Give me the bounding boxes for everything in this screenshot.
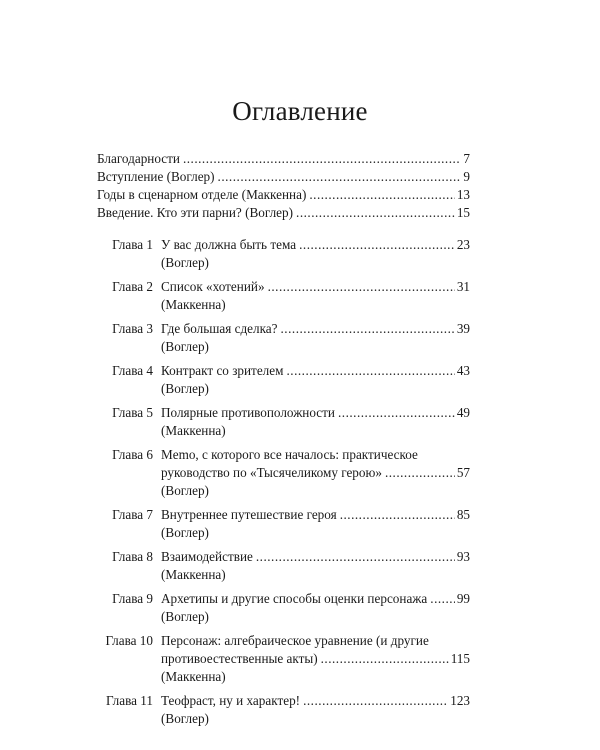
chapter-entry[interactable] bbox=[97, 446, 470, 500]
chapter-body bbox=[161, 362, 470, 398]
chapter-body bbox=[161, 590, 470, 626]
chapter-entry[interactable] bbox=[97, 632, 470, 686]
dot-leader bbox=[340, 506, 455, 524]
chapter-title-row bbox=[161, 548, 470, 566]
chapter-body bbox=[161, 632, 470, 686]
entry-title: Вступление (Воглер) bbox=[97, 169, 215, 184]
chapter-title: Архетипы и другие способы оценки персонажа bbox=[161, 591, 428, 606]
chapter-author: (Воглер) bbox=[161, 711, 209, 726]
chapter-author: (Воглер) bbox=[161, 381, 209, 396]
chapter-entry[interactable] bbox=[97, 548, 470, 584]
chapter-label: Глава 6 bbox=[112, 447, 153, 462]
chapter-author: (Маккенна) bbox=[161, 669, 226, 684]
chapter-label: Глава 8 bbox=[112, 549, 153, 564]
chapter-author: (Маккенна) bbox=[161, 297, 226, 312]
chapter-label: Глава 3 bbox=[112, 321, 153, 336]
chapter-label: Глава 10 bbox=[105, 633, 153, 648]
chapter-title-line: Memo, с которого все началось: практическое bbox=[161, 447, 418, 462]
chapter-page: 49 bbox=[456, 405, 470, 420]
chapter-page: 31 bbox=[456, 279, 470, 294]
chapter-body bbox=[161, 446, 470, 500]
dot-leader bbox=[385, 464, 455, 482]
chapter-title-row bbox=[161, 692, 470, 710]
chapter-entry[interactable] bbox=[97, 278, 470, 314]
chapter-title-row bbox=[161, 278, 470, 296]
chapter-title-row bbox=[161, 404, 470, 422]
dot-leader bbox=[309, 186, 454, 204]
chapter-author: (Воглер) bbox=[161, 525, 209, 540]
chapter-author: (Маккенна) bbox=[161, 423, 226, 438]
chapter-list bbox=[97, 236, 470, 734]
toc-entry[interactable] bbox=[97, 150, 470, 168]
dot-leader bbox=[321, 650, 449, 668]
chapter-entry[interactable] bbox=[97, 362, 470, 398]
chapter-title-row bbox=[161, 506, 470, 524]
chapter-body bbox=[161, 506, 470, 542]
chapter-body bbox=[161, 548, 470, 584]
chapter-title-row bbox=[161, 650, 470, 668]
entry-page: 13 bbox=[456, 187, 470, 202]
chapter-body bbox=[161, 236, 470, 272]
chapter-label: Глава 5 bbox=[112, 405, 153, 420]
entry-title: Введение. Кто эти парни? (Воглер) bbox=[97, 205, 294, 220]
chapter-title: Контракт со зрителем bbox=[161, 363, 284, 378]
chapter-title-line: Персонаж: алгебраическое уравнение (и другие bbox=[161, 633, 429, 648]
chapter-page: 115 bbox=[450, 651, 470, 666]
entry-page: 7 bbox=[463, 151, 470, 166]
entry-title: Годы в сценарном отделе (Маккенна) bbox=[97, 187, 307, 202]
chapter-author: (Воглер) bbox=[161, 483, 209, 498]
dot-leader bbox=[299, 236, 455, 254]
toc-entry[interactable] bbox=[97, 204, 470, 222]
chapter-title-row bbox=[161, 464, 470, 482]
chapter-title: Теофраст, ну и характер! bbox=[161, 693, 301, 708]
entry-title: Благодарности bbox=[97, 151, 180, 166]
chapter-title: Внутреннее путешествие героя bbox=[161, 507, 337, 522]
chapter-title-row bbox=[161, 320, 470, 338]
entry-page: 15 bbox=[456, 205, 470, 220]
chapter-author: (Воглер) bbox=[161, 339, 209, 354]
chapter-label: Глава 7 bbox=[112, 507, 153, 522]
chapter-title: Взаимодействие bbox=[161, 549, 253, 564]
chapter-page: 123 bbox=[450, 693, 470, 708]
dot-leader bbox=[430, 590, 455, 608]
chapter-page: 99 bbox=[456, 591, 470, 606]
chapter-author: (Воглер) bbox=[161, 255, 209, 270]
toc-entry[interactable] bbox=[97, 186, 470, 204]
chapter-entry[interactable] bbox=[97, 320, 470, 356]
dot-leader bbox=[256, 548, 455, 566]
chapter-label: Глава 11 bbox=[106, 693, 153, 708]
chapter-page: 93 bbox=[456, 549, 470, 564]
entry-page: 9 bbox=[463, 169, 470, 184]
chapter-body bbox=[161, 278, 470, 314]
chapter-title-row bbox=[161, 236, 470, 254]
chapter-page: 85 bbox=[456, 507, 470, 522]
chapter-entry[interactable] bbox=[97, 506, 470, 542]
dot-leader bbox=[183, 150, 461, 168]
chapter-body bbox=[161, 404, 470, 440]
chapter-page: 57 bbox=[456, 465, 470, 480]
chapter-label: Глава 2 bbox=[112, 279, 153, 294]
chapter-body bbox=[161, 320, 470, 356]
dot-leader bbox=[281, 320, 455, 338]
toc-entry[interactable] bbox=[97, 168, 470, 186]
chapter-title-row bbox=[161, 362, 470, 380]
chapter-entry[interactable] bbox=[97, 404, 470, 440]
chapter-page: 43 bbox=[456, 363, 470, 378]
dot-leader bbox=[268, 278, 455, 296]
chapter-label: Глава 4 bbox=[112, 363, 153, 378]
chapter-entry[interactable] bbox=[97, 590, 470, 626]
page-title: Оглавление bbox=[232, 96, 368, 126]
chapter-author: (Воглер) bbox=[161, 609, 209, 624]
chapter-page: 23 bbox=[456, 237, 470, 252]
chapter-author: (Маккенна) bbox=[161, 567, 226, 582]
chapter-label: Глава 9 bbox=[112, 591, 153, 606]
chapter-page: 39 bbox=[456, 321, 470, 336]
chapter-entry[interactable] bbox=[97, 236, 470, 272]
dot-leader bbox=[218, 168, 462, 186]
dot-leader bbox=[286, 362, 454, 380]
dot-leader bbox=[338, 404, 455, 422]
front-matter-list bbox=[97, 150, 470, 222]
chapter-title-row bbox=[161, 590, 470, 608]
chapter-title: Где большая сделка? bbox=[161, 321, 278, 336]
chapter-title: Список «хотений» bbox=[161, 279, 265, 294]
chapter-title: У вас должна быть тема bbox=[161, 237, 297, 252]
chapter-entry[interactable] bbox=[97, 692, 470, 728]
chapter-title: Полярные противоположности bbox=[161, 405, 335, 420]
dot-leader bbox=[303, 692, 448, 710]
chapter-title: руководство по «Тысячеликому герою» bbox=[161, 465, 382, 480]
chapter-body bbox=[161, 692, 470, 728]
chapter-title: противоестественные акты) bbox=[161, 651, 318, 666]
dot-leader bbox=[296, 204, 455, 222]
chapter-label: Глава 1 bbox=[112, 237, 153, 252]
